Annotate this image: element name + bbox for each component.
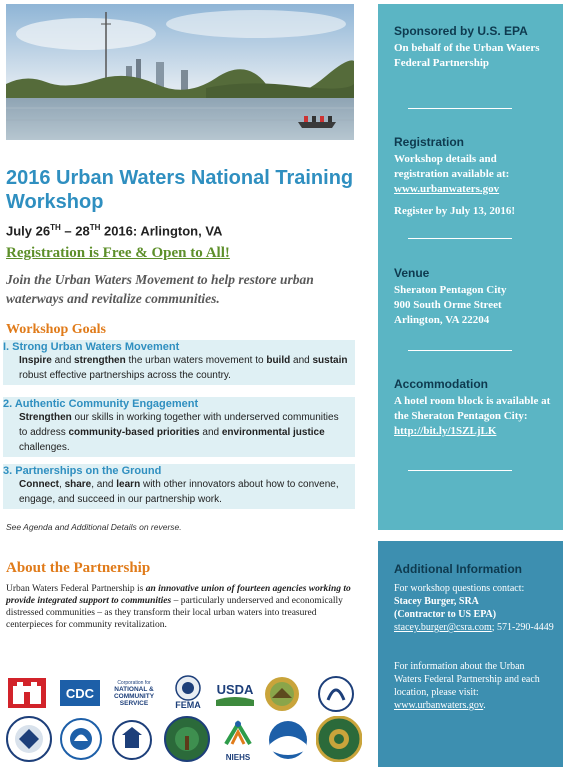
goal-2-part: challenges.: [19, 442, 70, 453]
goal-3-part: with other innovators about how to convene, engage, and succeed in our partnership work.: [19, 479, 339, 505]
ncs-logo-text: NATIONAL & COMMUNITY SERVICE: [113, 686, 155, 707]
goal-1-title: I. Strong Urban Waters Movement: [3, 341, 180, 353]
army-seal-logo: [6, 716, 52, 767]
about-text: [6, 583, 358, 631]
goal-1-body: [3, 353, 355, 385]
partner-logos: [4, 672, 362, 768]
goal-item-2: [3, 397, 355, 457]
contact-block: [394, 582, 554, 634]
about-heading: About the Partnership: [6, 560, 151, 576]
divider: [408, 108, 512, 109]
education-seal-logo: [164, 716, 210, 767]
registration-text: [394, 152, 554, 197]
contact-intro: For workshop questions contact:: [394, 583, 525, 594]
ncs-logo-small: Corporation for: [117, 680, 151, 686]
goal-3-title: 3. Partnerships on the Ground: [3, 465, 162, 477]
ncs-logo: [106, 680, 162, 707]
goal-1-part: and: [51, 355, 75, 366]
dates-dash: – 28: [60, 223, 90, 239]
divider: [408, 470, 512, 471]
epa-seal-logo: [60, 718, 102, 765]
about-text-c: – particularly underserved and economically distressed communities – as they transform their local urban waters into treasured centerpieces for community revitalization.: [6, 596, 343, 630]
goal-1-part: robust effective partnerships across the country.: [19, 370, 231, 381]
goal-1-part: and: [290, 355, 313, 366]
goal-2-part: our skills in working together with underserved communities to address: [19, 412, 339, 438]
dates-sup-1: TH: [50, 223, 61, 232]
venue-line-2: 900 South Orme Street: [394, 299, 502, 311]
venue-line-1: Sheraton Pentagon City: [394, 284, 507, 296]
contact-org: (Contractor to US EPA): [394, 609, 497, 620]
more-info-end: .: [483, 700, 486, 711]
dates-sup-2: TH: [89, 223, 101, 232]
hero-photo: [6, 4, 354, 140]
goal-2-part: Strengthen: [19, 412, 72, 423]
additional-info-heading: Additional Information: [394, 562, 522, 576]
goal-2-part: and: [199, 427, 222, 438]
accommodation-link[interactable]: http://bit.ly/1SZLjLK: [394, 425, 497, 437]
goal-3-part: learn: [116, 479, 141, 490]
goal-1-part: the urban waters movement to: [125, 355, 267, 366]
registration-link[interactable]: www.urbanwaters.gov: [394, 183, 500, 195]
goal-item-1: [3, 340, 355, 385]
goal-1-part: sustain: [312, 355, 348, 366]
contact-name: Stacey Burger, SRA: [394, 596, 479, 607]
venue-address: [394, 283, 554, 328]
more-info-block: [394, 660, 554, 712]
goal-2-title: 2. Authentic Community Engagement: [3, 398, 199, 410]
goal-3-part: , and: [91, 479, 117, 490]
venue-heading: Venue: [394, 266, 430, 280]
workshop-goals-heading: Workshop Goals: [6, 322, 106, 337]
goal-2-part: community-based priorities: [68, 427, 200, 438]
register-by-text: Register by July 13, 2016!: [394, 205, 516, 217]
goal-3-part: Connect: [19, 479, 59, 490]
accommodation-body: A hotel room block is available at the Sheraton Pentagon City:: [394, 395, 551, 422]
interior-seal-logo: [264, 676, 300, 717]
goal-3-part: ,: [59, 479, 65, 490]
sponsor-text: On behalf of the Urban Waters Federal Partnership: [394, 42, 540, 69]
goal-1-part: strengthen: [74, 355, 126, 366]
registration-heading: Registration: [394, 135, 465, 149]
see-agenda-note: See Agenda and Additional Details on reverse.: [6, 522, 182, 532]
about-text-a: Urban Waters Federal Partnership is: [6, 584, 146, 594]
fema-logo-text: FEMA: [175, 700, 201, 710]
transportation-seal-logo: [318, 676, 354, 717]
goal-3-part: share: [64, 479, 92, 490]
divider: [408, 350, 512, 351]
goal-1-part: build: [266, 355, 291, 366]
hud-logo: [112, 720, 152, 765]
goal-item-3: [3, 464, 355, 509]
workshop-dates: [6, 223, 222, 238]
contact-phone: ; 571-290-4449: [491, 622, 554, 633]
cdc-logo-text: CDC: [65, 686, 95, 701]
goal-3-body: [3, 477, 355, 509]
noaa-logo: [268, 720, 308, 765]
dates-start: July 26: [6, 223, 51, 239]
army-corps-logo: [8, 678, 46, 713]
contact-email-link[interactable]: stacey.burger@csra.com: [394, 622, 492, 633]
sponsor-heading: Sponsored by U.S. EPA: [394, 24, 528, 38]
usda-logo: [214, 680, 256, 713]
dates-rest: 2016: Arlington, VA: [100, 223, 223, 239]
goal-1-part: Inspire: [19, 355, 52, 366]
usda-logo-text: USDA: [216, 682, 254, 697]
accommodation-text: [394, 394, 554, 439]
cdc-logo: [60, 680, 100, 711]
niehs-logo: [218, 718, 258, 762]
registration-body: Workshop details and registration available at:: [394, 153, 510, 180]
goal-2-part: environmental justice: [221, 427, 325, 438]
niehs-logo-text: NIEHS: [225, 753, 251, 762]
registration-free-text: Registration is Free & Open to All!: [6, 245, 230, 261]
venue-line-3: Arlington, VA 22204: [394, 314, 490, 326]
divider: [408, 238, 512, 239]
more-info-link[interactable]: www.urbanwaters.gov: [394, 700, 484, 711]
about-text-b: an innovative union of fourteen agencies working to provide integrated support to communities: [6, 584, 351, 606]
fema-logo: [170, 674, 206, 715]
energy-seal-logo: [316, 716, 362, 767]
accommodation-heading: Accommodation: [394, 377, 489, 391]
join-text: Join the Urban Waters Movement to help restore urban waterways and revitalize communities.: [6, 272, 314, 306]
page-title: 2016 Urban Waters National Training Workshop: [6, 167, 354, 213]
more-info-text: For information about the Urban Waters Federal Partnership and each location, please visit:: [394, 661, 540, 698]
goal-2-body: [3, 410, 355, 457]
